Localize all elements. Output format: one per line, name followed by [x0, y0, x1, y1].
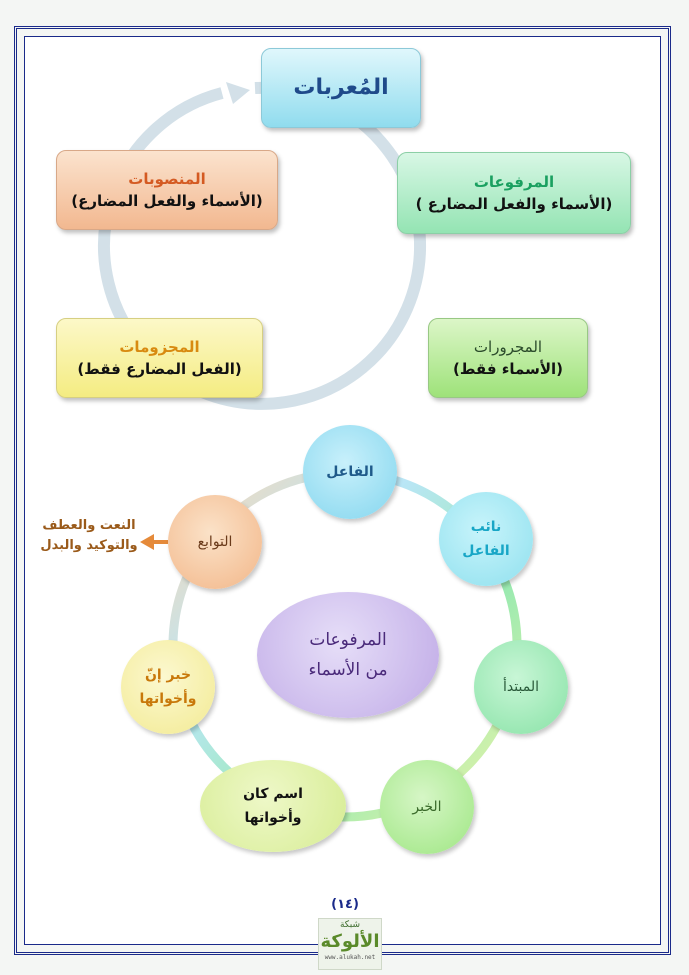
- node-naib-line2: الفاعل: [462, 543, 510, 559]
- majrurat-title: المجرورات: [473, 338, 543, 356]
- marfuat-title: المرفوعات: [473, 173, 555, 191]
- node-mubtada-label: المبتدأ: [503, 679, 539, 695]
- node-fail-label: الفاعل: [326, 464, 374, 480]
- logo-url: www.alukah.net: [324, 954, 376, 961]
- center-line2: من الأسماء: [308, 660, 388, 680]
- node-naib-line1: نائب: [470, 519, 502, 535]
- node-khabar-inna: [121, 640, 215, 734]
- center-line1: المرفوعات: [309, 630, 387, 650]
- majrurat-sub: (الأسماء فقط): [452, 360, 564, 378]
- node-khabar-inna-line1: خبر إنّ: [144, 667, 192, 683]
- node-khabar-label: الخبر: [412, 799, 442, 815]
- majzumat-box: [56, 318, 263, 398]
- node-mubtada: [474, 640, 568, 734]
- node-khabar-inna-line2: وأخواتها: [139, 691, 197, 707]
- tawabi-note-line2: والتوكيد والبدل: [40, 538, 138, 553]
- tawabi-note-line1: النعت والعطف: [42, 518, 136, 533]
- node-naib: [439, 492, 533, 586]
- node-fail: [303, 425, 397, 519]
- tawabi-note: [30, 516, 148, 556]
- majzumat-title: المجزومات: [119, 338, 200, 356]
- node-ism-kana-line2: وأخواتها: [244, 810, 302, 826]
- majzumat-sub: (الفعل المضارع فقط): [77, 360, 242, 378]
- node-tawabi: [168, 495, 262, 589]
- node-khabar: [380, 760, 474, 854]
- marfuat-sub: (الأسماء والفعل المضارع ): [415, 195, 613, 213]
- alukah-logo: [318, 918, 382, 970]
- node-tawabi-label: التوابع: [197, 534, 233, 550]
- mansubat-box: [56, 150, 278, 230]
- mansubat-sub: (الأسماء والفعل المضارع): [71, 192, 263, 210]
- node-ism-kana-line1: اسم كان: [243, 786, 303, 802]
- page-number: (١٤): [331, 897, 359, 912]
- mansubat-title: المنصوبات: [128, 170, 206, 188]
- cycle-arrowhead: [226, 82, 250, 104]
- center-circle: [257, 592, 439, 718]
- title-label: المُعربات: [293, 75, 389, 100]
- logo-main-text: الألوكة: [320, 931, 380, 952]
- logo-top-text: شبكة: [339, 920, 361, 930]
- majrurat-box: [428, 318, 588, 398]
- node-ism-kana: [200, 760, 346, 852]
- title-box: [261, 48, 421, 128]
- marfuat-box: [397, 152, 631, 234]
